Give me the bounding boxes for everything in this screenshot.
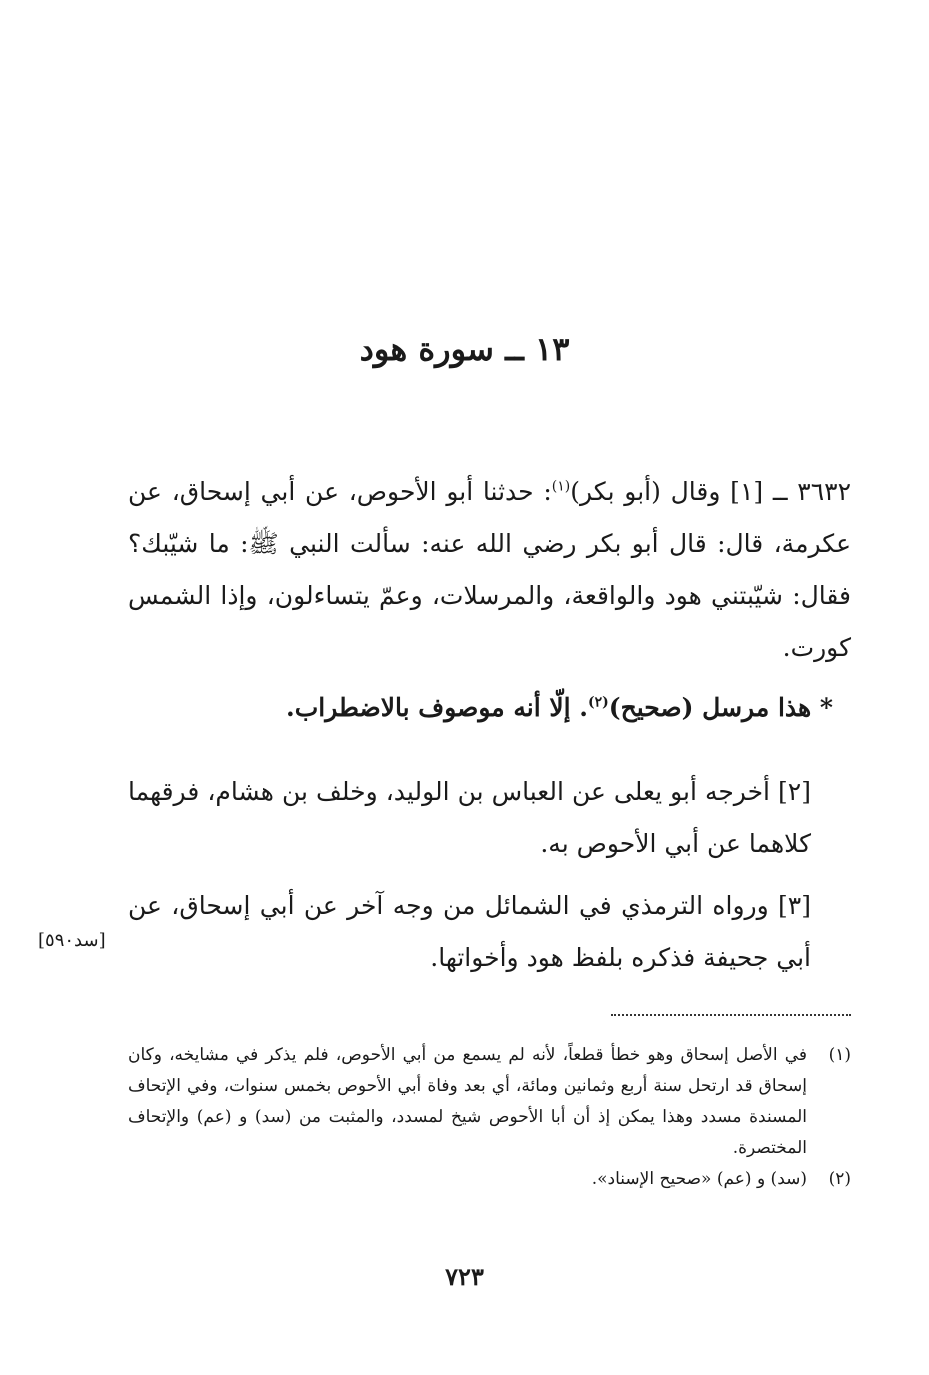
margin-reference: [سد٥٩٠]: [38, 930, 106, 951]
takhrij-paragraph-2: [128, 766, 851, 870]
star-marker: *: [819, 693, 833, 722]
footnote-1: [128, 1040, 851, 1164]
verdict-text-end: . إلّا أنه موصوف بالاضطراب.: [286, 693, 588, 722]
footnotes: [128, 1040, 851, 1195]
footnote-number: (٢): [828, 1169, 851, 1189]
paragraph-3-text: [٣] ورواه الترمذي في الشمائل من وجه آخر عن أبي إسحاق، عن أبي جحيفة فذكره بلفظ هود وأخواتها.: [128, 891, 811, 972]
footnote-number: (١): [828, 1045, 851, 1065]
chapter-title: ١٣ ــ سورة هود: [359, 330, 570, 368]
footnote-text: (سد) و (عم) «صحيح الإسناد».: [591, 1169, 807, 1189]
page-number: ٧٢٣: [445, 1262, 484, 1291]
footnote-ref-2[interactable]: (٢): [587, 694, 609, 711]
hadith-text-body: : حدثنا أبو الأحوص، عن أبي إسحاق، عن عكرمة، قال: قال أبو بكر رضي الله عنه: سألت النبي ﷺ: ما شيّبك؟ فقال: شيّبتني هود والواقعة، والمرسلات، وعمّ يتساءلون، وإذا الشمس كورت.: [128, 477, 851, 662]
verdict-paragraph: [128, 682, 851, 734]
paragraph-2-text: [٢] أخرجه أبو يعلى عن العباس بن الوليد، وخلف بن هشام، فرقهما كلاهما عن أبي الأحوص به.: [128, 777, 811, 858]
footnote-divider: [611, 1014, 851, 1016]
takhrij-paragraph-3: [128, 880, 851, 984]
footnote-2: [128, 1164, 851, 1195]
footnote-text: في الأصل إسحاق وهو خطأ قطعاً، لأنه لم يسمع من أبي الأحوص، فلم يذكر في مشايخه، وكان إسحاق قد ارتحل سنة أربع وثمانين ومائة، أي بعد وفاة أبي الأحوص بخمس سنوات، وفي الإتحاف المسندة مسدد وهذا يمكن إذ أن أبا الأحوص شيخ لمسدد، والمثبت من (سد) و (عم) والإتحاف المختصرة.: [128, 1045, 807, 1158]
hadith-paragraph: [128, 466, 851, 674]
verdict-text-start: هذا مرسل (صحيح): [608, 693, 812, 722]
footnote-ref-1[interactable]: (١): [551, 478, 571, 495]
hadith-text-start: ٣٦٣٢ ــ [١] وقال (أبو بكر): [570, 477, 851, 506]
